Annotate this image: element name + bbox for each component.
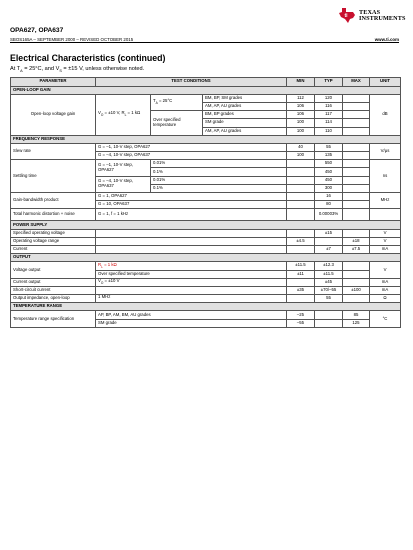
- section-row: OPEN-LOOP GAIN: [11, 86, 401, 94]
- col-max: MAX: [343, 78, 370, 87]
- conditions-note: At $T_A = 25^\circ C$, and $V_S = \pm 15$ V, unless otherwise noted.: [10, 66, 145, 74]
- doc-info[interactable]: SBOS165A – SEPTEMBER 2000 – REVISED OCTOBER 2015: [10, 37, 134, 42]
- table-row: Current output $V_O = \pm 10$ V ±45 mA: [11, 278, 401, 286]
- table-row: Current ±7 ±7.5 mA: [11, 245, 401, 253]
- table-row: 0.1% 300: [11, 184, 401, 192]
- col-parameter: PARAMETER: [11, 78, 96, 87]
- section-row: POWER SUPPLY: [11, 221, 401, 229]
- electrical-characteristics-table: [10, 77, 401, 328]
- table-row: Short-circuit current ±35 ±70/–55 ±100 mA: [11, 286, 401, 294]
- table-row: SM grade 100 114: [11, 119, 401, 127]
- table-row: Temperature range specification AP, BP, AM, BM, AU grades –25 85 °C: [11, 311, 401, 319]
- logo-text: [359, 10, 406, 23]
- logo-line1: TEXAS: [359, 9, 381, 16]
- part-numbers: OPA627, OPA637: [10, 27, 64, 34]
- table-row: Slew rate G = –1, 10-V step, OPA627 40 55 V/μs: [11, 143, 401, 151]
- section-row: FREQUENCY RESPONSE: [11, 135, 401, 143]
- table-row: Settling time G = –1, 10-V step, OPA627 0.01% 550 ns: [11, 160, 401, 168]
- table-header-row: [11, 78, 401, 87]
- col-min: MIN: [287, 78, 315, 87]
- table-row: AM, AP, AU grades 100 110: [11, 127, 401, 135]
- section-row: TEMPERATURE RANGE: [11, 303, 401, 311]
- svg-text:ti: ti: [344, 13, 348, 19]
- table-row: AM, AP, AU grades 106 116: [11, 102, 401, 110]
- table-row: G = 10, OPA637 80: [11, 201, 401, 209]
- header-divider: [10, 42, 399, 43]
- table-row: Total harmonic distortion + noise G = 1, f = 1 kHz 0.00003%: [11, 209, 401, 221]
- table-row: Voltage output $R_L = 1$ kΩ ±11.5 ±12.3 V: [11, 262, 401, 270]
- table-row: SM grade –55 125: [11, 319, 401, 327]
- table-row: Open-loop voltage gain $V_O = \pm 10$ V, $R_L = 1$ kΩ $T_A = 25^\circ C$ BM, BP, SM grades 112 120 dB: [11, 94, 401, 102]
- ti-logo: [339, 7, 406, 27]
- website-link[interactable]: www.ti.com: [374, 37, 399, 42]
- table-row: 0.1% 450: [11, 168, 401, 176]
- table-row: G = –4, 10-V step, OPA637 100 135: [11, 152, 401, 160]
- col-test-conditions: TEST CONDITIONS: [96, 78, 287, 87]
- col-unit: UNIT: [370, 78, 401, 87]
- table-row: Over specified temperature BM, BP grades 106 117: [11, 111, 401, 119]
- logo-line2: INSTRUMENTS: [359, 15, 406, 23]
- table-row: Gain-bandwidth product G = 1, OPA627 16 MHz: [11, 193, 401, 201]
- col-typ: TYP: [315, 78, 343, 87]
- section-row: OUTPUT: [11, 254, 401, 262]
- table-row: G = –4, 10-V step, OPA637 0.01% 450: [11, 176, 401, 184]
- table-row: Over specified temperature ±11 ±11.5: [11, 270, 401, 278]
- section-title: Electrical Characteristics (continued): [10, 53, 166, 63]
- texas-state-icon: [339, 8, 356, 23]
- table-row: Output impedance, open-loop 1 MHz 55 Ω: [11, 295, 401, 303]
- table-row: Specified operating voltage ±15 V: [11, 229, 401, 237]
- table-row: Operating voltage range ±4.5 ±18 V: [11, 237, 401, 245]
